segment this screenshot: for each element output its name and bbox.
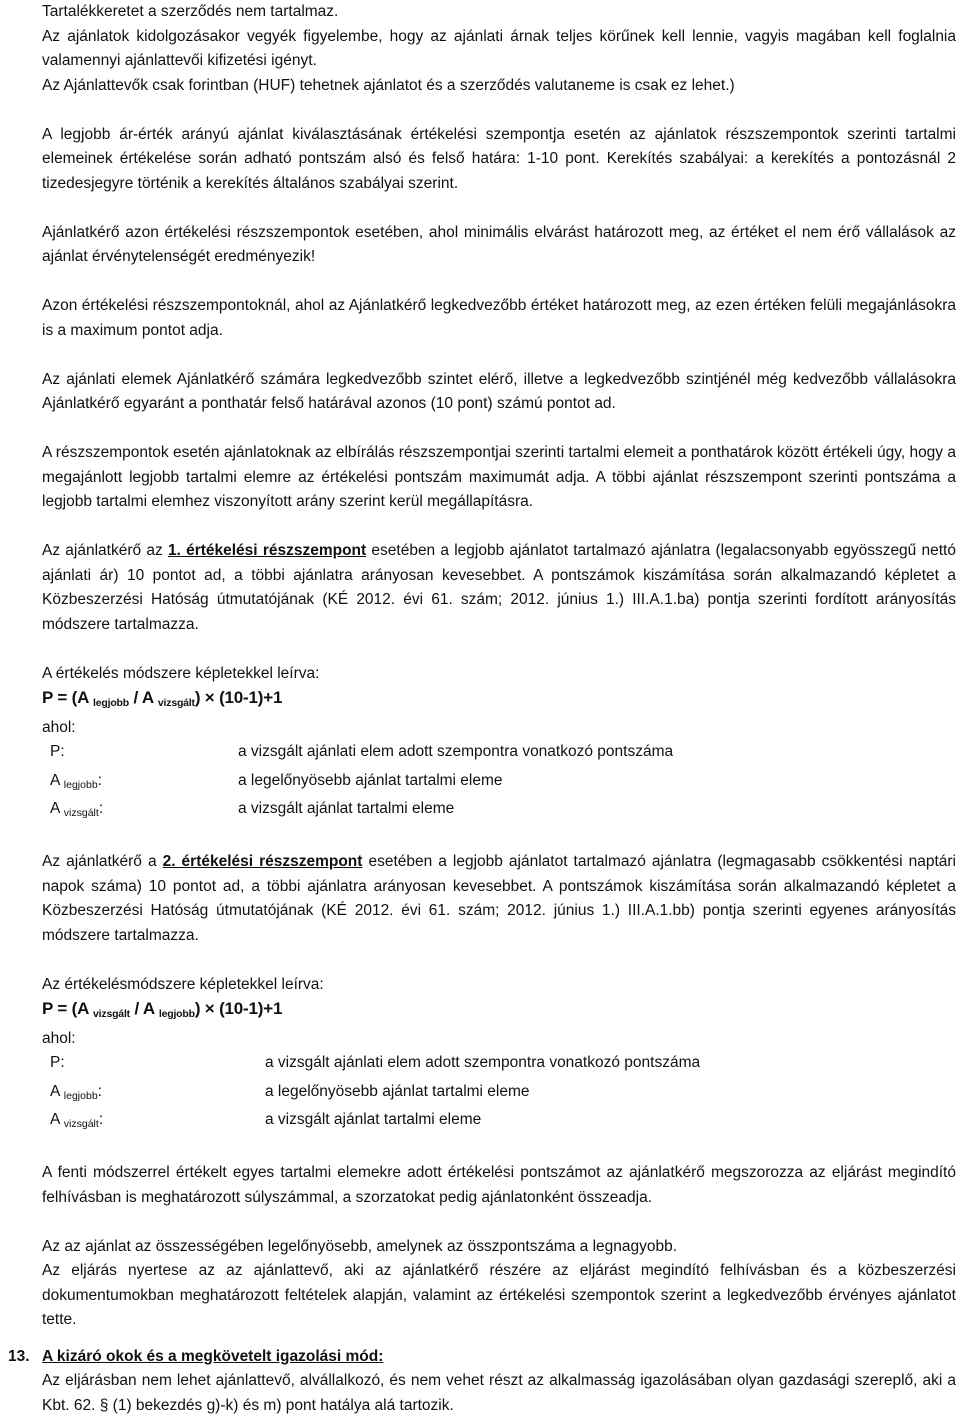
weighting-paragraph: A fenti módszerrel értékelt egyes tartalmi elemekre adott értékelési pontszámot az ajánlatkérő megszorozza az eljárást megindító felhívásban is meghatározott súlyszámmal, a szorzatokat pedig ajánlatonként összeadja. (42, 1164, 956, 1206)
criterion-2-text: esetében a legjobb ajánlatot tartalmazó ajánlatra (legmagasabb csökkentési naptári napok száma) 10 pontot ad, a többi ajánlatra arányosan kevesebbet. A pontszámok kiszámítása során alkalmazandó képletet a Közbeszerzési Hatóság útmutatójának (KÉ 2012. évi 61. szám; 2012. június 1.) III.A.1.bb) pontja szerinti egyenes arányosítás módszere tartalmazza. (42, 853, 957, 944)
price-note: Az ajánlatok kidolgozásakor vegyék figyelembe, hogy az ajánlati árnak teljes körűnek kell lennie, vagyis magában kell foglalnia valamennyi ajánlattevői kifizetési igényt. (42, 27, 956, 69)
criterion-1-title: 1. értékelési részszempont (167, 542, 367, 559)
criterion-1-ahol: ahol: (42, 718, 76, 736)
criterion-2-method-label: Az értékelésmódszere képletekkel leírva: (42, 975, 324, 993)
best-offer-sentence: Az az ajánlat az összességében legelőnyösebb, amelynek az összpontszáma a legnagyobb. (42, 1237, 678, 1255)
minimum-requirement-paragraph: Ajánlatkérő azon értékelési részszempontok esetében, ahol minimális elvárást határozott meg, az értéket el nem érő vállalások az ajánlat érvénytelenségét eredményezik! (42, 223, 956, 265)
criterion-2-title: 2. értékelési részszempont (162, 853, 363, 870)
proportional-paragraph: A részszempontok esetén ajánlatoknak az elbírálás részszempontjai szerinti tartalmi elemeit a ponthatárok között értékeli úgy, hogy a megajánlott legjobb tartalmi elemre az értékelési pontszám maximumát adja. A többi ajánlat részszempont szerinti pontszáma a legjobb tartalmi elemhez viszonyított arány szerint kerül megállapításra. (42, 444, 956, 510)
criterion-1-method-label: A értékelés módszere képletekkel leírva: (42, 664, 320, 682)
definition-row: P: a vizsgált ajánlati elem adott szempontra vonatkozó pontszáma (50, 743, 674, 760)
section-13-text: Az eljárásban nem lehet ajánlattevő, alvállalkozó, és nem vehet részt az alkalmasság igazolásában olyan gazdasági szereplő, aki a Kbt. 62. § (1) bekezdés g)-k) és m) pont hatálya alá tartozik. (42, 1372, 956, 1414)
criterion-1-formula: P = (A $_{legjobb}$ / A $_{vizsgált}$) × (10-1)+1 (42, 688, 283, 709)
definition-row: A $_{vizsgált}$: a vizsgált ajánlat tartalmi eleme (50, 800, 455, 819)
definition-row: A $_{vizsgált}$: a vizsgált ajánlat tartalmi eleme (50, 1111, 482, 1130)
winner-paragraph: Az eljárás nyertese az az ajánlattevő, aki az ajánlatkérő részére az eljárást megindító felhívásban és a közbeszerzési dokumentumokban meghatározott feltételek alapján, valamint az értékelési szempontok szerint a legkedvezőbb érvényes ajánlatot tette. (42, 1262, 956, 1328)
section-13 (8, 1345, 956, 1370)
reserve-note: Tartalékkeretet a szerződés nem tartalmaz. (42, 3, 339, 20)
best-value-paragraph: Azon értékelési részszempontoknál, ahol az Ajánlatkérő legkedvezőbb értéket határozott meg, az ezen értéken felüli megajánlásokra is a maximum pontot adja. (42, 297, 956, 339)
currency-note: Az Ajánlattevők csak forintban (HUF) tehetnek ajánlatot és a szerződés valutaneme is csak ez lehet.) (42, 76, 735, 94)
criterion-2-ahol: ahol: (42, 1029, 76, 1047)
criterion-1-definitions (42, 740, 956, 826)
section-13-number: 13. (8, 1347, 30, 1365)
intro-block (42, 0, 956, 98)
criterion-2-paragraph (42, 850, 956, 948)
criterion-1-paragraph (42, 539, 956, 637)
definition-row: A $_{legjobb}$: a legelőnyösebb ajánlat tartalmi eleme (50, 1082, 530, 1102)
criterion-2-lead: Az ajánlatkérő a (42, 853, 163, 870)
criterion-2-definitions (42, 1051, 956, 1137)
criterion-1-lead: Az ajánlatkérő az (42, 542, 168, 559)
definition-row: P: a vizsgált ajánlati elem adott szempontra vonatkozó pontszáma (50, 1054, 701, 1071)
criterion-2-formula: P = (A $_{vizsgált}$ / A $_{legjobb}$) × (10-1)+1 (42, 999, 283, 1020)
section-13-title: A kizáró okok és a megkövetelt igazolási mód: (42, 1347, 384, 1365)
criterion-1-text: esetében a legjobb ajánlatot tartalmazó ajánlatra (legalacsonyabb egyösszegű nettó ajánlati ár) 10 pontot ad, a többi ajánlatra arányosan kevesebbet. A pontszámok kiszámítása során alkalmazandó képletet a Közbeszerzési Hatóság útmutatójának (KÉ 2012. évi 61. szám; 2012. június 1.) III.A.1.ba) pontja szerinti fordított arányosítás módszere tartalmazza. (42, 542, 956, 633)
definition-row: A $_{legjobb}$: a legelőnyösebb ajánlat tartalmi eleme (50, 771, 503, 791)
scoring-range-paragraph: A legjobb ár-érték arányú ajánlat kiválasztásának értékelési szempontja esetén az ajánlatok részszempontok szerinti tartalmi elemeinek értékelése során adható pontszám alsó és felső határa: 1-10 pont. Kerekítés szabályai: a kerekítés a pontozásnál 2 tizedesjegyre történik a kerekítés általános szabályai szerint. (42, 125, 956, 192)
max-points-paragraph: Az ajánlati elemek Ajánlatkérő számára legkedvezőbb szintet elérő, illetve a legkedvezőbb szintjénél még kedvezőbb vállalásokra Ajánlatkérő egyaránt a ponthatár felső határával azonos (10 pont) számú pontot ad. (42, 370, 956, 412)
